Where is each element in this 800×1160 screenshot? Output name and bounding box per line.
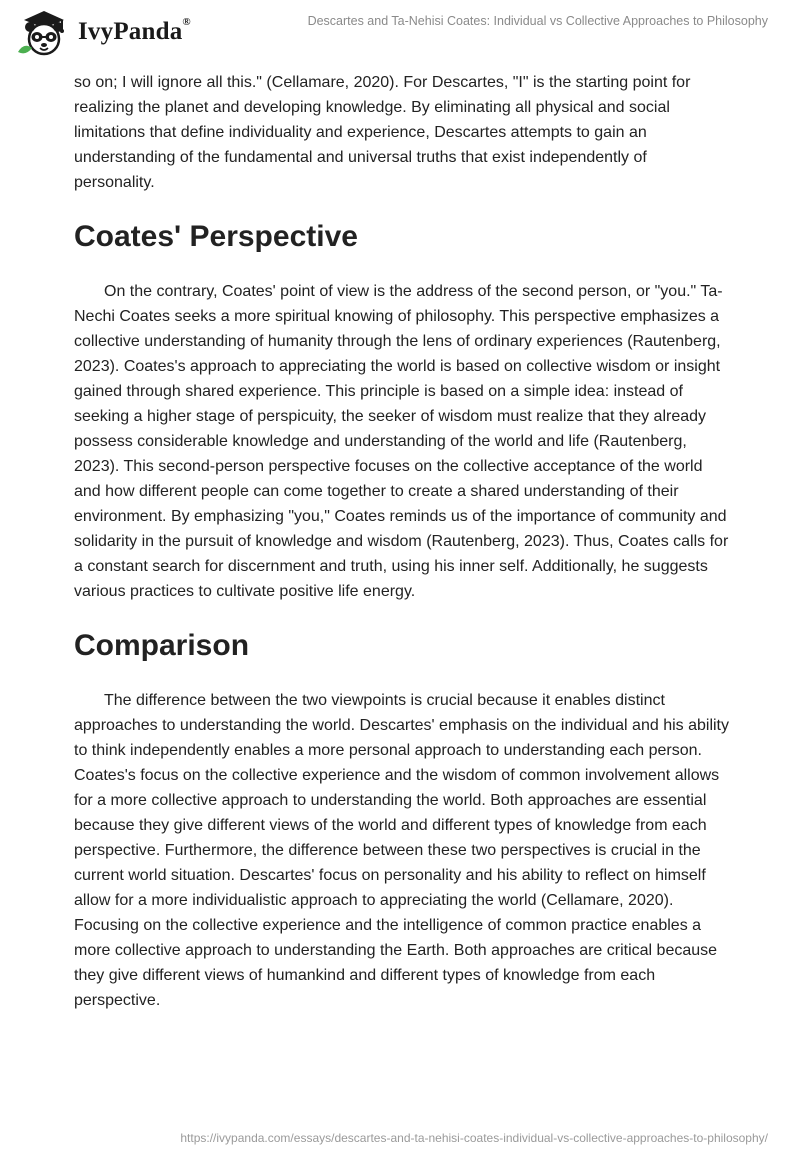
coates-perspective-paragraph: On the contrary, Coates' point of view is the address of the second person, or "you." Ta-Nechi Coates seeks a more spiritual knowing of philosophy. This perspective emphasizes a collective understanding of humanity through the lens of ordinary experiences (Rautenberg, 2023). Coates's approach to appreciating the world is based on collective wisdom or insight gained through shared experience. This principle is based on a simple idea: instead of seeking a higher stage of perspicuity, the seeker of wisdom must realize that they already possess considerable knowledge and understanding of the world and life (Rautenberg, 2023). This second-person perspective focuses on the collective acceptance of the world and how different people can come together to create a shared understanding of their environment. By emphasizing "you," Coates reminds us of the importance of community and solidarity in the pursuit of knowledge and wisdom (Rautenberg, 2023). Thus, Coates calls for a constant search for discernment and truth, using his inner self. Additionally, he suggests various practices to cultivate positive life energy.	[74, 283, 729, 600]
brand-text: IvyPanda	[78, 18, 183, 45]
source-url-link[interactable]: https://ivypanda.com/essays/descartes-and-ta-nehisi-coates-individual-vs-collective-approaches-to-philosophy/	[180, 1131, 768, 1145]
essay-content	[74, 70, 730, 1013]
document-title: Descartes and Ta-Nehisi Coates: Individual vs Collective Approaches to Philosophy	[307, 14, 768, 28]
registered-mark: ®	[182, 16, 191, 28]
brand-name[interactable]	[78, 18, 191, 46]
ivypanda-logo-icon[interactable]	[14, 8, 74, 58]
intro-paragraph: so on; I will ignore all this." (Cellamare, 2020). For Descartes, "I" is the starting point for realizing the planet and developing knowledge. By eliminating all physical and social limitations that define individuality and experience, Descartes attempts to gain an understanding of the fundamental and universal truths that exist independently of personality.	[74, 74, 691, 191]
comparison-paragraph: The difference between the two viewpoints is crucial because it enables distinct approaches to understanding the world. Descartes' emphasis on the individual and his ability to think independently enables a more personal approach to understanding each person. Coates's focus on the collective experience and the wisdom of common involvement allows for a more collective approach to understanding the world. Both approaches are essential because they give different views of the world and different types of knowledge from each perspective. Furthermore, the difference between these two perspectives is crucial in the current world situation. Descartes' focus on personality and his ability to reflect on himself allow for a more individualistic approach to appreciating the world (Cellamare, 2020). Focusing on the collective experience and the intelligence of common practice enables a more collective approach to understanding the Earth. Both approaches are critical because they give different views of humankind and different types of knowledge from each perspective.	[74, 692, 729, 1009]
section-heading-coates-perspective: Coates' Perspective	[74, 220, 358, 253]
section-heading-comparison: Comparison	[74, 629, 250, 662]
page-header	[0, 0, 800, 64]
